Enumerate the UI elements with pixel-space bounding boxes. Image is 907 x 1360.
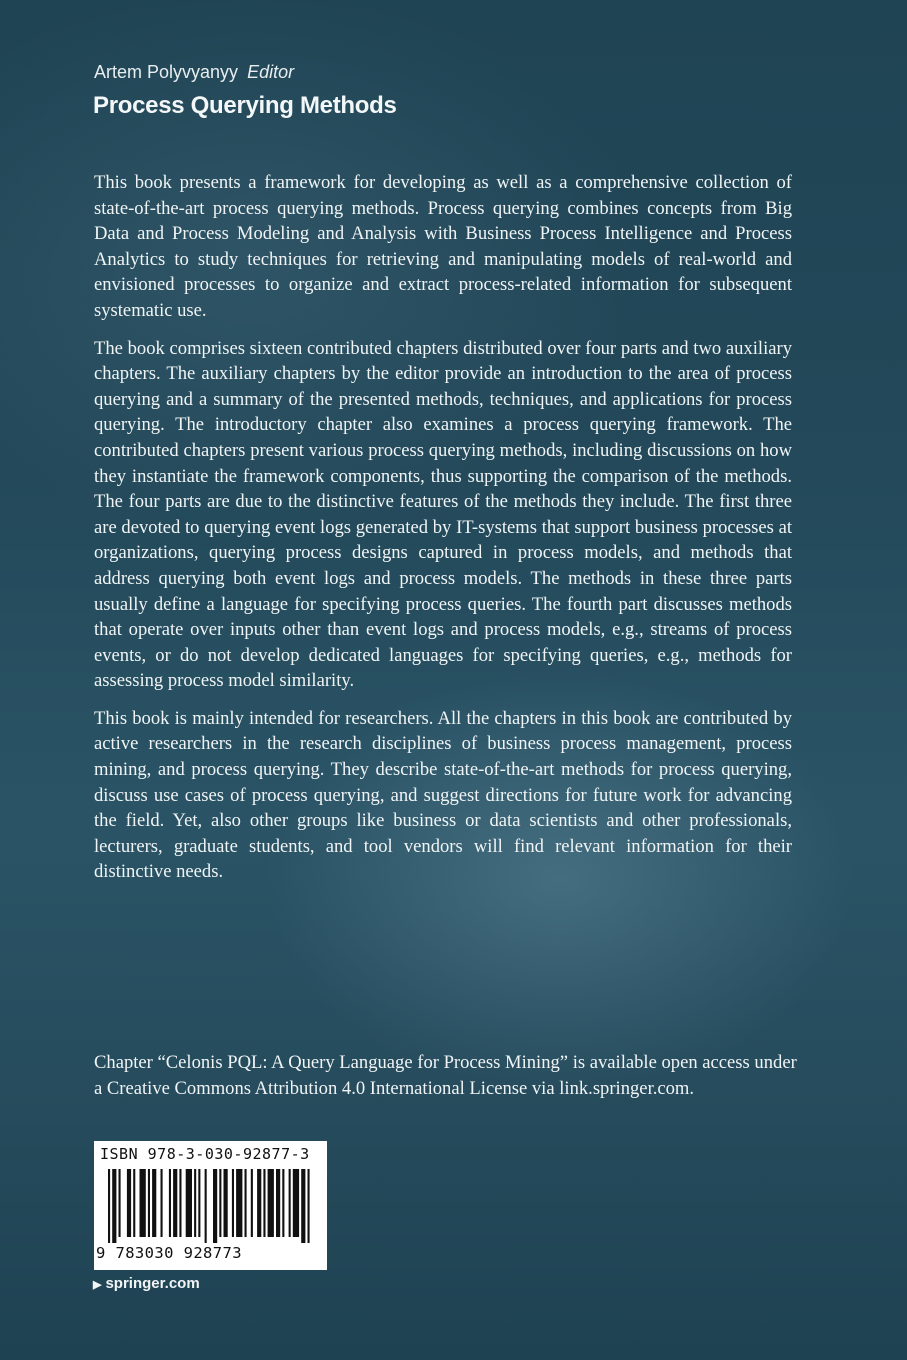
barcode-bar	[179, 1169, 181, 1237]
barcode-bar	[108, 1169, 110, 1243]
barcode-bar	[152, 1169, 156, 1237]
barcode-bar	[173, 1169, 177, 1237]
book-title: Process Querying Methods	[93, 92, 397, 119]
barcode-bar	[268, 1169, 274, 1237]
barcode-bar	[289, 1169, 291, 1237]
barcode-bar	[257, 1169, 261, 1237]
barcode-bar	[245, 1169, 247, 1237]
open-access-text: Chapter “Celonis PQL: A Query Language for Process Mining” is available open access under a Creative Commons Attribution 4.0 International License via link.springer.com.	[94, 1052, 797, 1099]
barcode-digits: 9 783030 928773	[96, 1244, 242, 1262]
website-text: springer.com	[105, 1275, 200, 1292]
barcode-bar	[119, 1169, 121, 1237]
editor-role: Editor	[247, 62, 295, 82]
blurb-paragraph: This book presents a framework for developing as well as a comprehensive collection of state-of-the-art process querying methods. Process querying combines concepts from Big Data and Process Modeling and Analysis with Business Process Intelligence and Process Analytics to study techniques for retrieving and manipulating models of real-world and envisioned processes to organize and extract process-related information for subsequent systematic use.	[94, 172, 792, 321]
barcode-bar	[198, 1169, 200, 1237]
open-access-note	[94, 1050, 804, 1102]
barcode-bar	[213, 1169, 217, 1243]
blurb	[94, 170, 792, 897]
barcode-bar	[140, 1169, 146, 1237]
barcode-bar	[219, 1169, 221, 1237]
barcode-bar	[236, 1169, 242, 1237]
blurb-paragraph: The book comprises sixteen contributed chapters distributed over four parts and two auxiliary chapters. The auxiliary chapters by the editor provide an introduction to the area of process querying and a summary of the presented methods, techniques, and applications for process querying. The introductory chapter also examines a process querying framework. The contributed chapters present various process querying methods, including discussions on how they instantiate the framework components, thus supporting the comparison of the methods. The four parts are due to the distinctive features of the methods they include. The first three are devoted to querying event logs generated by IT-systems that support business processes at organizations, querying process designs captured in process models, and methods that address querying both event logs and process models. The methods in these three parts usually define a language for specifying process queries. The fourth part discusses methods that operate over inputs other than event logs and process models, e.g., streams of process events, or do not develop dedicated languages for specifying queries, e.g., methods for assessing process model similarity.	[94, 337, 792, 692]
barcode-bar	[282, 1169, 284, 1237]
barcode-bar	[169, 1169, 171, 1237]
isbn-label: ISBN 978-3-030-92877-3	[100, 1145, 310, 1163]
barcode-bar	[133, 1169, 135, 1237]
barcode-bar	[205, 1169, 207, 1243]
barcode-bar	[148, 1169, 150, 1237]
barcode-bar	[224, 1169, 228, 1237]
isbn-barcode	[94, 1141, 327, 1270]
barcode-bar	[308, 1169, 310, 1243]
barcode-bar	[112, 1169, 116, 1243]
barcode-bar	[301, 1169, 305, 1243]
barcode-bar	[276, 1169, 280, 1237]
barcode-bar	[251, 1169, 253, 1237]
barcode-bar	[263, 1169, 265, 1237]
barcode-bar	[161, 1169, 163, 1237]
publisher-website[interactable]	[93, 1275, 200, 1292]
editor-line	[94, 62, 294, 83]
editor-name: Artem Polyvyanyy	[94, 62, 239, 82]
barcode-bars	[108, 1169, 313, 1243]
barcode-bar	[232, 1169, 234, 1237]
barcode-bar	[293, 1169, 299, 1237]
barcode-bar	[194, 1169, 196, 1237]
barcode-bar	[127, 1169, 131, 1237]
barcode-bar	[186, 1169, 192, 1237]
blurb-paragraph: This book is mainly intended for researchers. All the chapters in this book are contributed by active researchers in the research disciplines of business process management, process mining, and process querying. They describe state-of-the-art methods for process querying, discuss use cases of process querying, and suggest directions for future work for advancing the field. Yet, also other groups like business or data scientists and other professionals, lecturers, graduate students, and tool vendors will find relevant information for their distinctive needs.	[94, 707, 792, 883]
arrow-right-icon: ▶	[93, 1279, 102, 1291]
